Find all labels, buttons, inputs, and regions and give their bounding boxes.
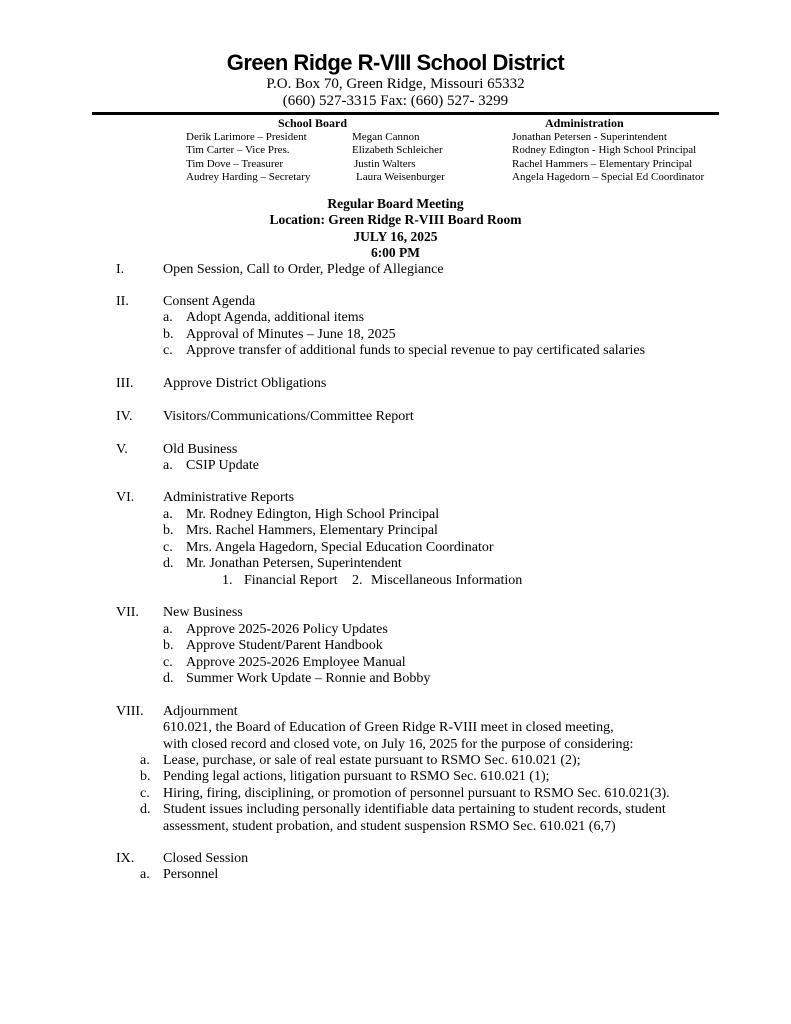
meeting-time: 6:00 PM bbox=[370, 245, 421, 260]
sub-item-number: 2. bbox=[352, 573, 363, 588]
board-member: Tim Dove – Treasurer bbox=[186, 158, 284, 170]
board-member: Laura Weisenburger bbox=[356, 171, 445, 183]
meeting-location: Location: Green Ridge R-VIII Board Room bbox=[269, 212, 522, 227]
closed-meeting-text: 610.021, the Board of Education of Green Ridge R-VIII meet in closed meeting, bbox=[163, 720, 614, 735]
section-number: VIII. bbox=[116, 704, 144, 719]
section-title: Adjournment bbox=[163, 704, 238, 719]
agenda-item: Approve 2025-2026 Policy Updates bbox=[186, 622, 388, 637]
phone-fax: (660) 527-3315 Fax: (660) 527- 3299 bbox=[282, 93, 509, 109]
section-title: Consent Agenda bbox=[163, 294, 256, 309]
sub-item-number: 1. bbox=[222, 573, 233, 588]
section-number: V. bbox=[116, 442, 128, 457]
section-number: I. bbox=[116, 262, 125, 277]
meeting-date: JULY 16, 2025 bbox=[353, 229, 438, 244]
administration-heading: Administration bbox=[545, 116, 624, 130]
agenda-item: CSIP Update bbox=[186, 458, 259, 473]
board-member: Derik Larimore – President bbox=[186, 131, 307, 143]
board-member: Tim Carter – Vice Pres. bbox=[186, 144, 290, 156]
item-letter: b. bbox=[163, 638, 174, 653]
section-number: IX. bbox=[116, 851, 135, 866]
agenda-item: Approval of Minutes – June 18, 2025 bbox=[186, 327, 396, 342]
agenda-item: Mrs. Rachel Hammers, Elementary Principal bbox=[186, 523, 438, 538]
item-letter: d. bbox=[163, 671, 174, 686]
agenda-item: Mr. Rodney Edington, High School Principal bbox=[186, 507, 440, 522]
district-name: Green Ridge R-VIII School District bbox=[226, 50, 565, 75]
item-letter: b. bbox=[163, 523, 174, 538]
agenda-item-continued: assessment, student probation, and student suspension RSMO Sec. 610.021 (6,7) bbox=[163, 819, 616, 834]
agenda-item: Hiring, firing, disciplining, or promotion of personnel pursuant to RSMO Sec. 610.021(3). bbox=[163, 786, 670, 801]
admin-member: Jonathan Petersen - Superintendent bbox=[512, 131, 667, 143]
item-letter: c. bbox=[163, 343, 173, 358]
item-letter: b. bbox=[140, 769, 151, 784]
item-letter: c. bbox=[163, 655, 173, 670]
section-number: III. bbox=[116, 376, 134, 391]
section-number: II. bbox=[116, 294, 129, 309]
sub-item: Miscellaneous Information bbox=[371, 573, 523, 588]
closed-meeting-text: with closed record and closed vote, on July 16, 2025 for the purpose of considering: bbox=[163, 737, 634, 752]
section-title: Open Session, Call to Order, Pledge of Allegiance bbox=[163, 262, 444, 277]
section-number: VII. bbox=[116, 605, 139, 620]
address: P.O. Box 70, Green Ridge, Missouri 65332 bbox=[266, 76, 525, 92]
section-title: Old Business bbox=[163, 442, 238, 457]
item-letter: a. bbox=[163, 458, 173, 473]
agenda-item: Adopt Agenda, additional items bbox=[186, 310, 365, 325]
agenda-item: Summer Work Update – Ronnie and Bobby bbox=[186, 671, 431, 686]
admin-member: Rachel Hammers – Elementary Principal bbox=[512, 158, 693, 170]
section-number: VI. bbox=[116, 490, 135, 505]
section-title: Approve District Obligations bbox=[163, 376, 327, 391]
item-letter: c. bbox=[163, 540, 173, 555]
admin-member: Rodney Edington - High School Principal bbox=[512, 144, 697, 156]
agenda-item: Mrs. Angela Hagedorn, Special Education Coordinator bbox=[186, 540, 494, 555]
board-member: Justin Walters bbox=[354, 158, 416, 170]
agenda-item: Mr. Jonathan Petersen, Superintendent bbox=[186, 556, 402, 571]
item-letter: d. bbox=[140, 802, 151, 817]
section-number: IV. bbox=[116, 409, 133, 424]
section-title: Administrative Reports bbox=[163, 490, 295, 505]
item-letter: b. bbox=[163, 327, 174, 342]
item-letter: a. bbox=[163, 622, 173, 637]
agenda-item: Personnel bbox=[163, 867, 219, 882]
section-title: Visitors/Communications/Committee Report bbox=[163, 409, 414, 424]
board-member: Audrey Harding – Secretary bbox=[186, 171, 311, 183]
item-letter: c. bbox=[140, 786, 150, 801]
agenda-item: Approve 2025-2026 Employee Manual bbox=[186, 655, 406, 670]
item-letter: a. bbox=[140, 753, 150, 768]
item-letter: a. bbox=[163, 507, 173, 522]
agenda-item: Approve Student/Parent Handbook bbox=[186, 638, 383, 653]
agenda-item: Lease, purchase, or sale of real estate pursuant to RSMO Sec. 610.021 (2); bbox=[163, 753, 581, 768]
sub-item: Financial Report bbox=[244, 573, 338, 588]
item-letter: a. bbox=[140, 867, 150, 882]
item-letter: a. bbox=[163, 310, 173, 325]
agenda-item: Approve transfer of additional funds to special revenue to pay certificated salaries bbox=[186, 343, 646, 358]
school-board-heading: School Board bbox=[278, 116, 348, 130]
agenda-item: Pending legal actions, litigation pursuant to RSMO Sec. 610.021 (1); bbox=[163, 769, 550, 784]
board-member: Megan Cannon bbox=[352, 131, 420, 143]
agenda-item: Student issues including personally identifiable data pertaining to student records, student bbox=[163, 802, 666, 817]
header-divider bbox=[92, 112, 719, 115]
item-letter: d. bbox=[163, 556, 174, 571]
section-title: Closed Session bbox=[163, 851, 249, 866]
section-title: New Business bbox=[163, 605, 243, 620]
meeting-type: Regular Board Meeting bbox=[327, 196, 464, 211]
admin-member: Angela Hagedorn – Special Ed Coordinator bbox=[512, 171, 705, 183]
board-member: Elizabeth Schleicher bbox=[352, 144, 443, 156]
